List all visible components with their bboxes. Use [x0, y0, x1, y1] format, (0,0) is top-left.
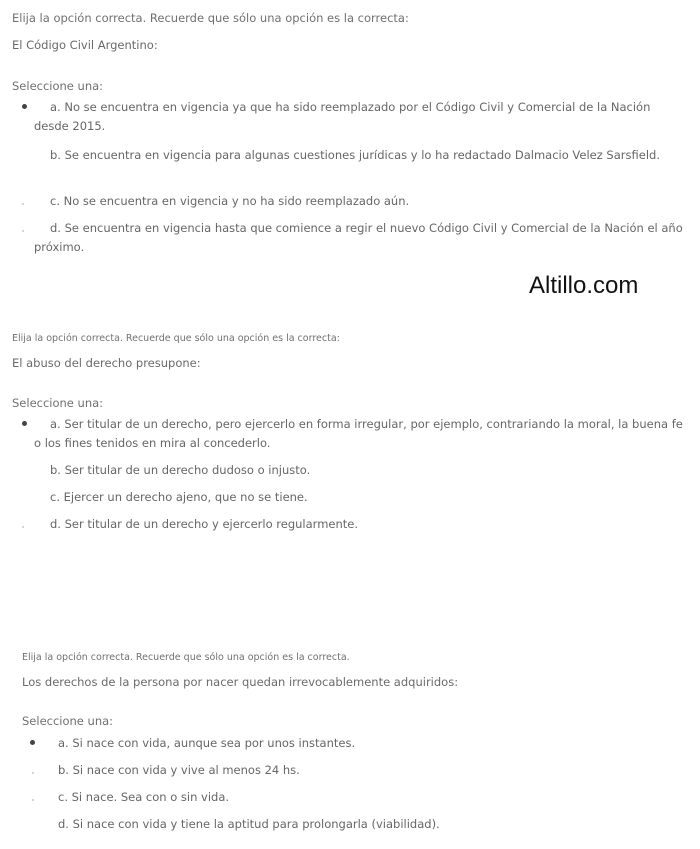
- selected-radio-bullet[interactable]: [30, 740, 35, 745]
- radio-option-d[interactable]: [22, 230, 24, 232]
- question-prompt: Los derechos de la persona por nacer quedan irrevocablemente adquiridos:: [22, 675, 459, 689]
- option-d[interactable]: d. Ser titular de un derecho y ejercerlo regularmente.: [50, 517, 358, 531]
- option-d[interactable]: d. Si nace con vida y tiene la aptitud para prolongarla (viabilidad).: [58, 817, 440, 831]
- question-instruction: Elija la opción correcta. Recuerde que sólo una opción es la correcta.: [22, 652, 350, 663]
- question-prompt: El abuso del derecho presupone:: [12, 356, 201, 370]
- option-c[interactable]: c. Ejercer un derecho ajeno, que no se tiene.: [50, 490, 308, 504]
- radio-option-c[interactable]: [32, 799, 34, 801]
- watermark-logo: Altillo.com: [529, 272, 639, 299]
- selected-radio-bullet[interactable]: [22, 421, 27, 426]
- question-instruction: Elija la opción correcta. Recuerde que sólo una opción es la correcta:: [12, 333, 340, 344]
- option-c[interactable]: c. Si nace. Sea con o sin vida.: [58, 790, 230, 804]
- radio-option-d[interactable]: [22, 526, 24, 528]
- selected-radio-bullet[interactable]: [22, 104, 27, 109]
- option-a[interactable]: a. Ser titular de un derecho, pero ejercerlo en forma irregular, por ejemplo, contrariando la moral, la buena fe o los fines tenidos en mira al concederlo.: [34, 417, 683, 450]
- option-b[interactable]: b. Si nace con vida y vive al menos 24 hs.: [58, 763, 300, 777]
- option-c[interactable]: c. No se encuentra en vigencia y no ha sido reemplazado aún.: [50, 194, 410, 208]
- option-b[interactable]: b. Se encuentra en vigencia para algunas cuestiones jurídicas y lo ha redactado Dalmacio Velez Sarsfield.: [50, 148, 660, 162]
- select-one-label: Seleccione una:: [12, 79, 104, 93]
- option-d[interactable]: d. Se encuentra en vigencia hasta que comience a regir el nuevo Código Civil y Comercial de la Nación el año próximo.: [34, 221, 683, 254]
- question-prompt: El Código Civil Argentino:: [12, 38, 158, 52]
- question-instruction: Elija la opción correcta. Recuerde que sólo una opción es la correcta:: [12, 11, 409, 25]
- select-one-label: Seleccione una:: [12, 396, 104, 410]
- option-a[interactable]: a. Si nace con vida, aunque sea por unos instantes.: [58, 736, 356, 750]
- option-b[interactable]: b. Ser titular de un derecho dudoso o injusto.: [50, 463, 311, 477]
- radio-option-b[interactable]: [32, 772, 34, 774]
- select-one-label: Seleccione una:: [22, 714, 114, 728]
- radio-option-c[interactable]: [22, 203, 24, 205]
- option-a[interactable]: a. No se encuentra en vigencia ya que ha sido reemplazado por el Código Civil y Comercial de la Nación desde 2015.: [34, 100, 651, 133]
